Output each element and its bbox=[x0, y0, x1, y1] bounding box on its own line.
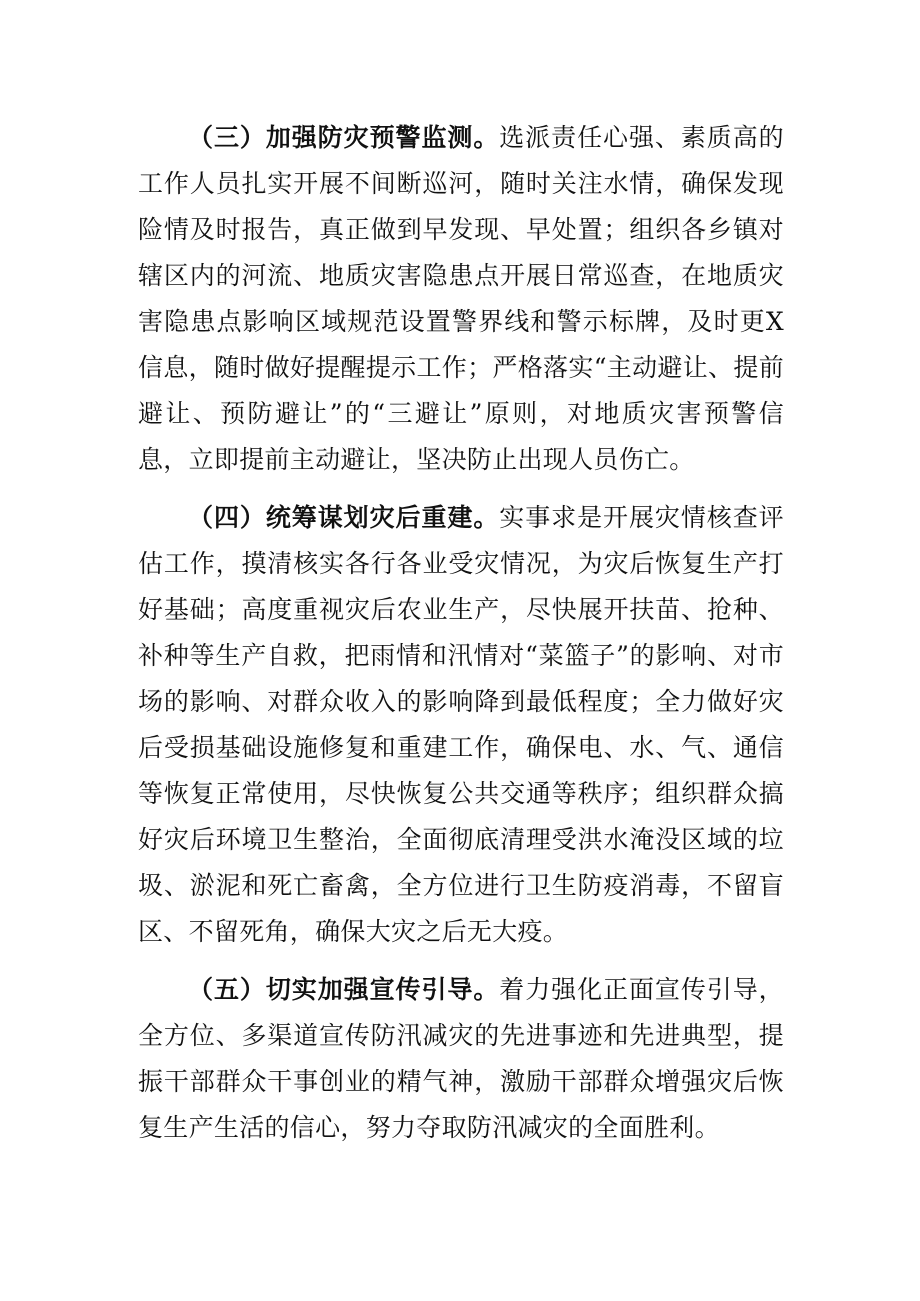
paragraph-publicity-guidance bbox=[138, 967, 784, 1151]
paragraph-text: 着力强化正面宣传引导，全方位、多渠道宣传防汛减灾的先进事迹和先进典型，提振干部群众干事创业的精气神，激励干部群众增强灾后恢复生产生活的信心，努力夺取防汛减灾的全面胜利。 bbox=[138, 975, 784, 1142]
document-body bbox=[138, 115, 784, 1163]
paragraph-disaster-warning bbox=[138, 115, 784, 483]
paragraph-text: 选派责任心强、素质高的工作人员扎实开展不间断巡河，随时关注水情，确保发现险情及时报告，真正做到早发现、早处置；组织各乡镇对辖区内的河流、地质灾害隐患点开展日常巡查，在地质灾害隐患点影响区域规范设置警界线和警示标牌，及时更X信息，随时做好提醒提示工作；严格落实“主动避让、提前避让、预防避让”的“三避让”原则，对地质灾害预警信息，立即提前主动避让，坚决防止出现人员伤亡。 bbox=[138, 123, 784, 474]
paragraph-heading: （五）切实加强宣传引导。 bbox=[188, 975, 500, 1004]
paragraph-post-disaster-reconstruction bbox=[138, 495, 784, 955]
paragraph-heading: （四）统筹谋划灾后重建。 bbox=[188, 503, 500, 532]
paragraph-heading: （三）加强防灾预警监测。 bbox=[188, 123, 500, 152]
paragraph-text: 实事求是开展灾情核查评估工作，摸清核实各行各业受灾情况，为灾后恢复生产打好基础；高度重视灾后农业生产，尽快展开扶苗、抢种、补种等生产自救，把雨情和汛情对“菜篮子”的影响、对市场的影响、对群众收入的影响降到最低程度；全力做好灾后受损基础设施修复和重建工作，确保电、水、气、通信等恢复正常使用，尽快恢复公共交通等秩序；组织群众搞好灾后环境卫生整治，全面彻底清理受洪水淹没区域的垃圾、淤泥和死亡畜禽，全方位进行卫生防疫消毒，不留盲区、不留死角，确保大灾之后无大疫。 bbox=[138, 503, 784, 946]
